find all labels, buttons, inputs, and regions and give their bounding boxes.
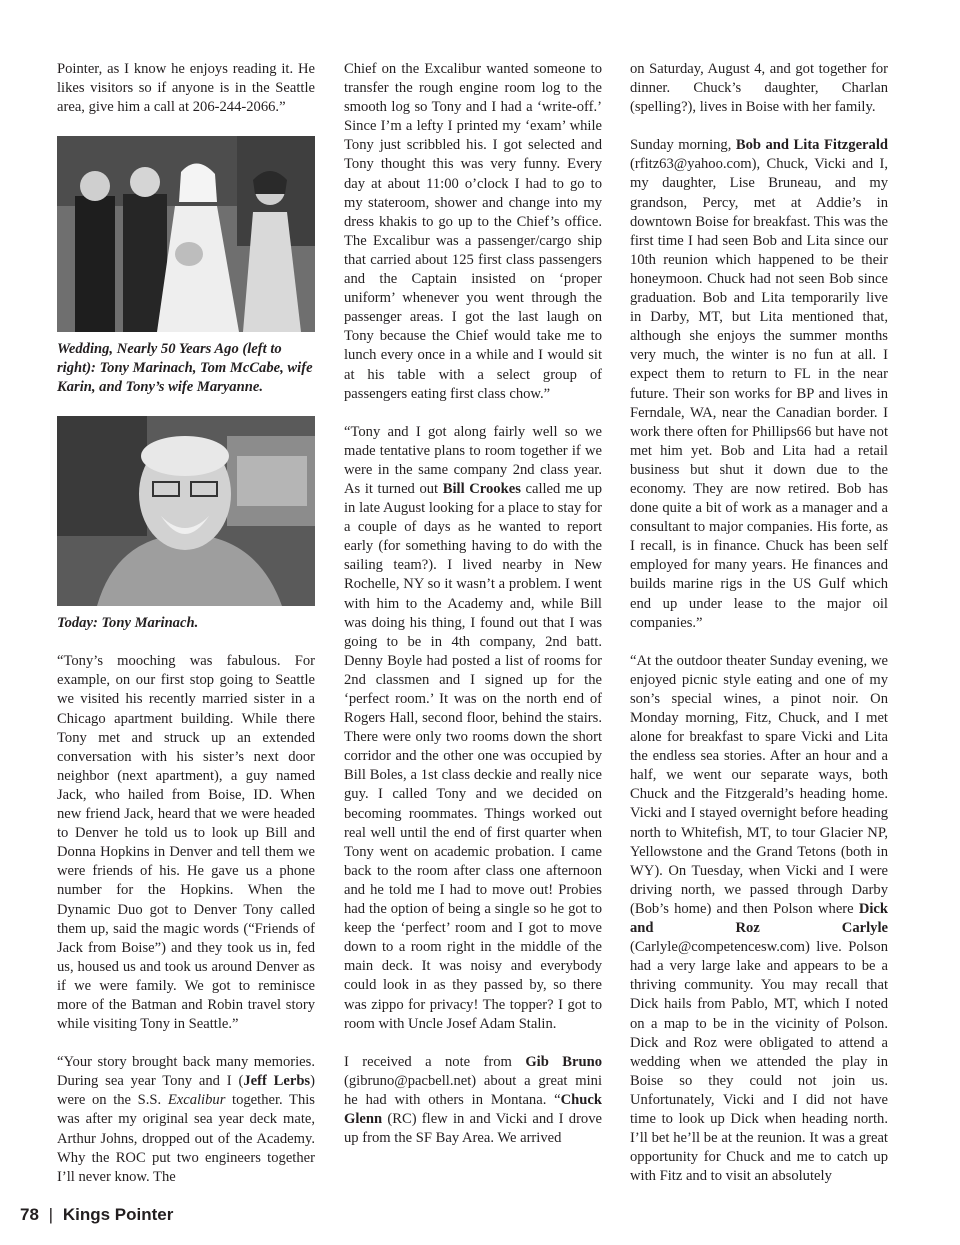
portrait-photo (57, 416, 315, 606)
paragraph: Chief on the Excalibur wanted someone to transfer the rough engine room log to the smooth log so Tony and I had a ‘write-off.’ Since I’m a lefty I printed my ‘exam’ while Tony just scribbled his. I got selected and Tony thought this was very funny. Every day at about 11:00 o’clock I had to go to my stateroom, shower and change into my dress khakis to go up to the Chief’s office. The Excalibur was a passenger/cargo ship that carried about 125 first class passengers and the Captain insisted on ‘proper uniform’ whenever you went through the passenger areas. I got the last laugh on Tony because the Chief would take me to lunch every once in a while and I would sit at his table with a select group of passengers eating first class chow.” (344, 61, 602, 402)
paragraph: “At the outdoor theater Sunday evening, we enjoyed picnic style eating and one of my son’s special wines, a pinot noir. On Monday morning, Fitz, Chuck, and I met alone for breakfast to spare Vicki and Lita the endless sea stories. After an hour and a half, we went our separate ways, both Chuck and the Fitzgerald’s heading home. Vicki and I stayed overnight before heading north to Whitefish, MT, to tour Glacier NP, Yellowstone and the Grand Tetons (both in WY). On Tuesday, when Vicki and I were driving north, we passed through Darby (Bob’s home) and then Polson where Dick and Roz Carlyle (Carlyle@competencesw.com) live. Polson had a very large lake and appears to be a thriving community. You may recall that Dick hails from Pablo, MT, which I noted on a map to be in the vicinity of Polson. Dick and Roz were obligated to attend a wedding when we attended the play in Boise so they could not join us. Unfortunately, Vicki and I did not have time to look up Dick when heading north. I’ll bet he’ll be at the reunion. It was a great opportunity for Chuck and me to catch up with Fitz and to visit an absolutely (630, 652, 888, 1185)
name-bold: Chuck Glenn (344, 1091, 602, 1127)
name-bold: Bill Crookes (442, 480, 521, 497)
paragraph: “Tony’s mooching was fabulous. For example, on our first stop going to Seattle we visited his recently married sister in a Chicago apartment building. While there Tony met and struck up an extended conversation with his sister’s next door neighbor (next apartment), a guy named Jack, who hailed from Boise, ID. When new friend Jack, heard that we were headed to Denver he told us to look up Bill and Donna Hopkins in Denver and tell them we were friends of his. He gave us a phone number for the Hopkins. When the Dynamic Duo got to Denver Tony called them up, said the magic words (“Friends of Jack from Boise”) and they took us in, fed us, housed us and took us around Denver as if we were family. We got to reminisce more of the Batman and Robin travel story while visiting Tony in Seattle.” (57, 653, 315, 1033)
wedding-photo (57, 136, 315, 332)
column-1 (57, 60, 315, 1206)
footer-separator: | (48, 1205, 54, 1224)
column-3 (630, 60, 888, 1205)
column-2 (344, 60, 602, 1167)
paragraph: “Your story brought back many memories. During sea year Tony and I (Jeff Lerbs) were on the S.S. Excalibur together. This was after my original sea year deck mate, Arthur Johns, dropped out of the Academy. Why the ROC put two engineers together I’ll never know. The (57, 1054, 315, 1185)
paragraph: Pointer, as I know he enjoys reading it. He likes visitors so if anyone is in the Seattle area, give him a call at 206-244-2066.” (57, 61, 315, 116)
name-bold: Jeff Lerbs (243, 1073, 311, 1090)
paragraph: I received a note from Gib Bruno (gibruno@pacbell.net) about a great mini he had with others in Montana. “Chuck Glenn (RC) flew in and Vicki and I drove up from the SF Bay Area. We arrived (344, 1053, 602, 1147)
publication-name: Kings Pointer (62, 1205, 174, 1224)
name-bold: Dick and Roz Carlyle (630, 900, 888, 937)
paragraph: Sunday morning, Bob and Lita Fitzgerald (rfitz63@yahoo.com), Chuck, Vicki and I, my daughter, Lise Bruneau, and my grandson, Percy, met at Addie’s in downtown Boise for breakfast. This was the first time I had seen Bob and Lita since our 10th reunion which happened to be their honeymoon. Chuck had not seen Bob since graduation. Bob and Lita temporarily live in Darby, MT, but Lita mentioned that, although she enjoys the summer months very much, the winter is no fun at all. I expect them to return to FL in the near future. Their son works for BP and lives in Ferndale, WA, near the Canadian border. I work there often for Phillips66 but have not met him yet. Bob and Lita had a retail business but shut it down due to the economy. They are now retired. Bob has done quite a bit of work as a manager and a consultant to major companies. His forte, as I recall, is in finance. Chuck has been self employed for many years. He finances and builds marine rigs in the US Gulf which end up under lease to the major oil companies.” (630, 137, 888, 631)
ship-name: Excalibur (167, 1092, 226, 1109)
portrait-photo-caption: Today: Tony Marinach. (57, 615, 199, 632)
wedding-photo-caption: Wedding, Nearly 50 Years Ago (left to right): Tony Marinach, Tom McCabe, wife Karin, and Tony’s wife Maryanne. (57, 341, 313, 396)
page-number: 78 (20, 1205, 39, 1224)
paragraph: on Saturday, August 4, and got together for dinner. Chuck’s daughter, Charlan (spelling?), lives in Boise with her family. (630, 61, 888, 116)
paragraph: “Tony and I got along fairly well so we made tentative plans to room together if we were in the same company 2nd class year. As it turned out Bill Crookes called me up in late August looking for a place to stay for a couple of days as he wanted to report early (for something having to do with the sailing team?). I lived nearby in New Rochelle, NY so it wasn’t a problem. I went with him to the Academy and, while Bill was doing his thing, I found out that I was going to be in 4th company, 2nd batt. Denny Boyle had posted a list of rooms for 2nd classmen and I signed up for the ‘perfect room.’ It was on the north end of Rogers Hall, second floor, behind the stairs. There were only two rooms down the short corridor and the other one was occupied by Bill Boles, a 1st class deckie and really nice guy. I called Tony and we decided on becoming roommates. Things worked out real well until the end of first quarter when Tony went on academic probation. I came back to the room after class one afternoon and he told me I had to move out! Probies had the option of being a single so he got to keep the ‘perfect’ room and I got to move down to a room right in the middle of the main deck. It was noisy and everybody could look in as they passed by, so there was zippo for privacy! The topper? I got to room with Uncle Josef Adam Stalin. (344, 423, 602, 1032)
name-bold: Gib Bruno (525, 1053, 602, 1070)
name-bold: Bob and Lita Fitzgerald (735, 137, 888, 154)
page-footer (20, 1205, 173, 1225)
